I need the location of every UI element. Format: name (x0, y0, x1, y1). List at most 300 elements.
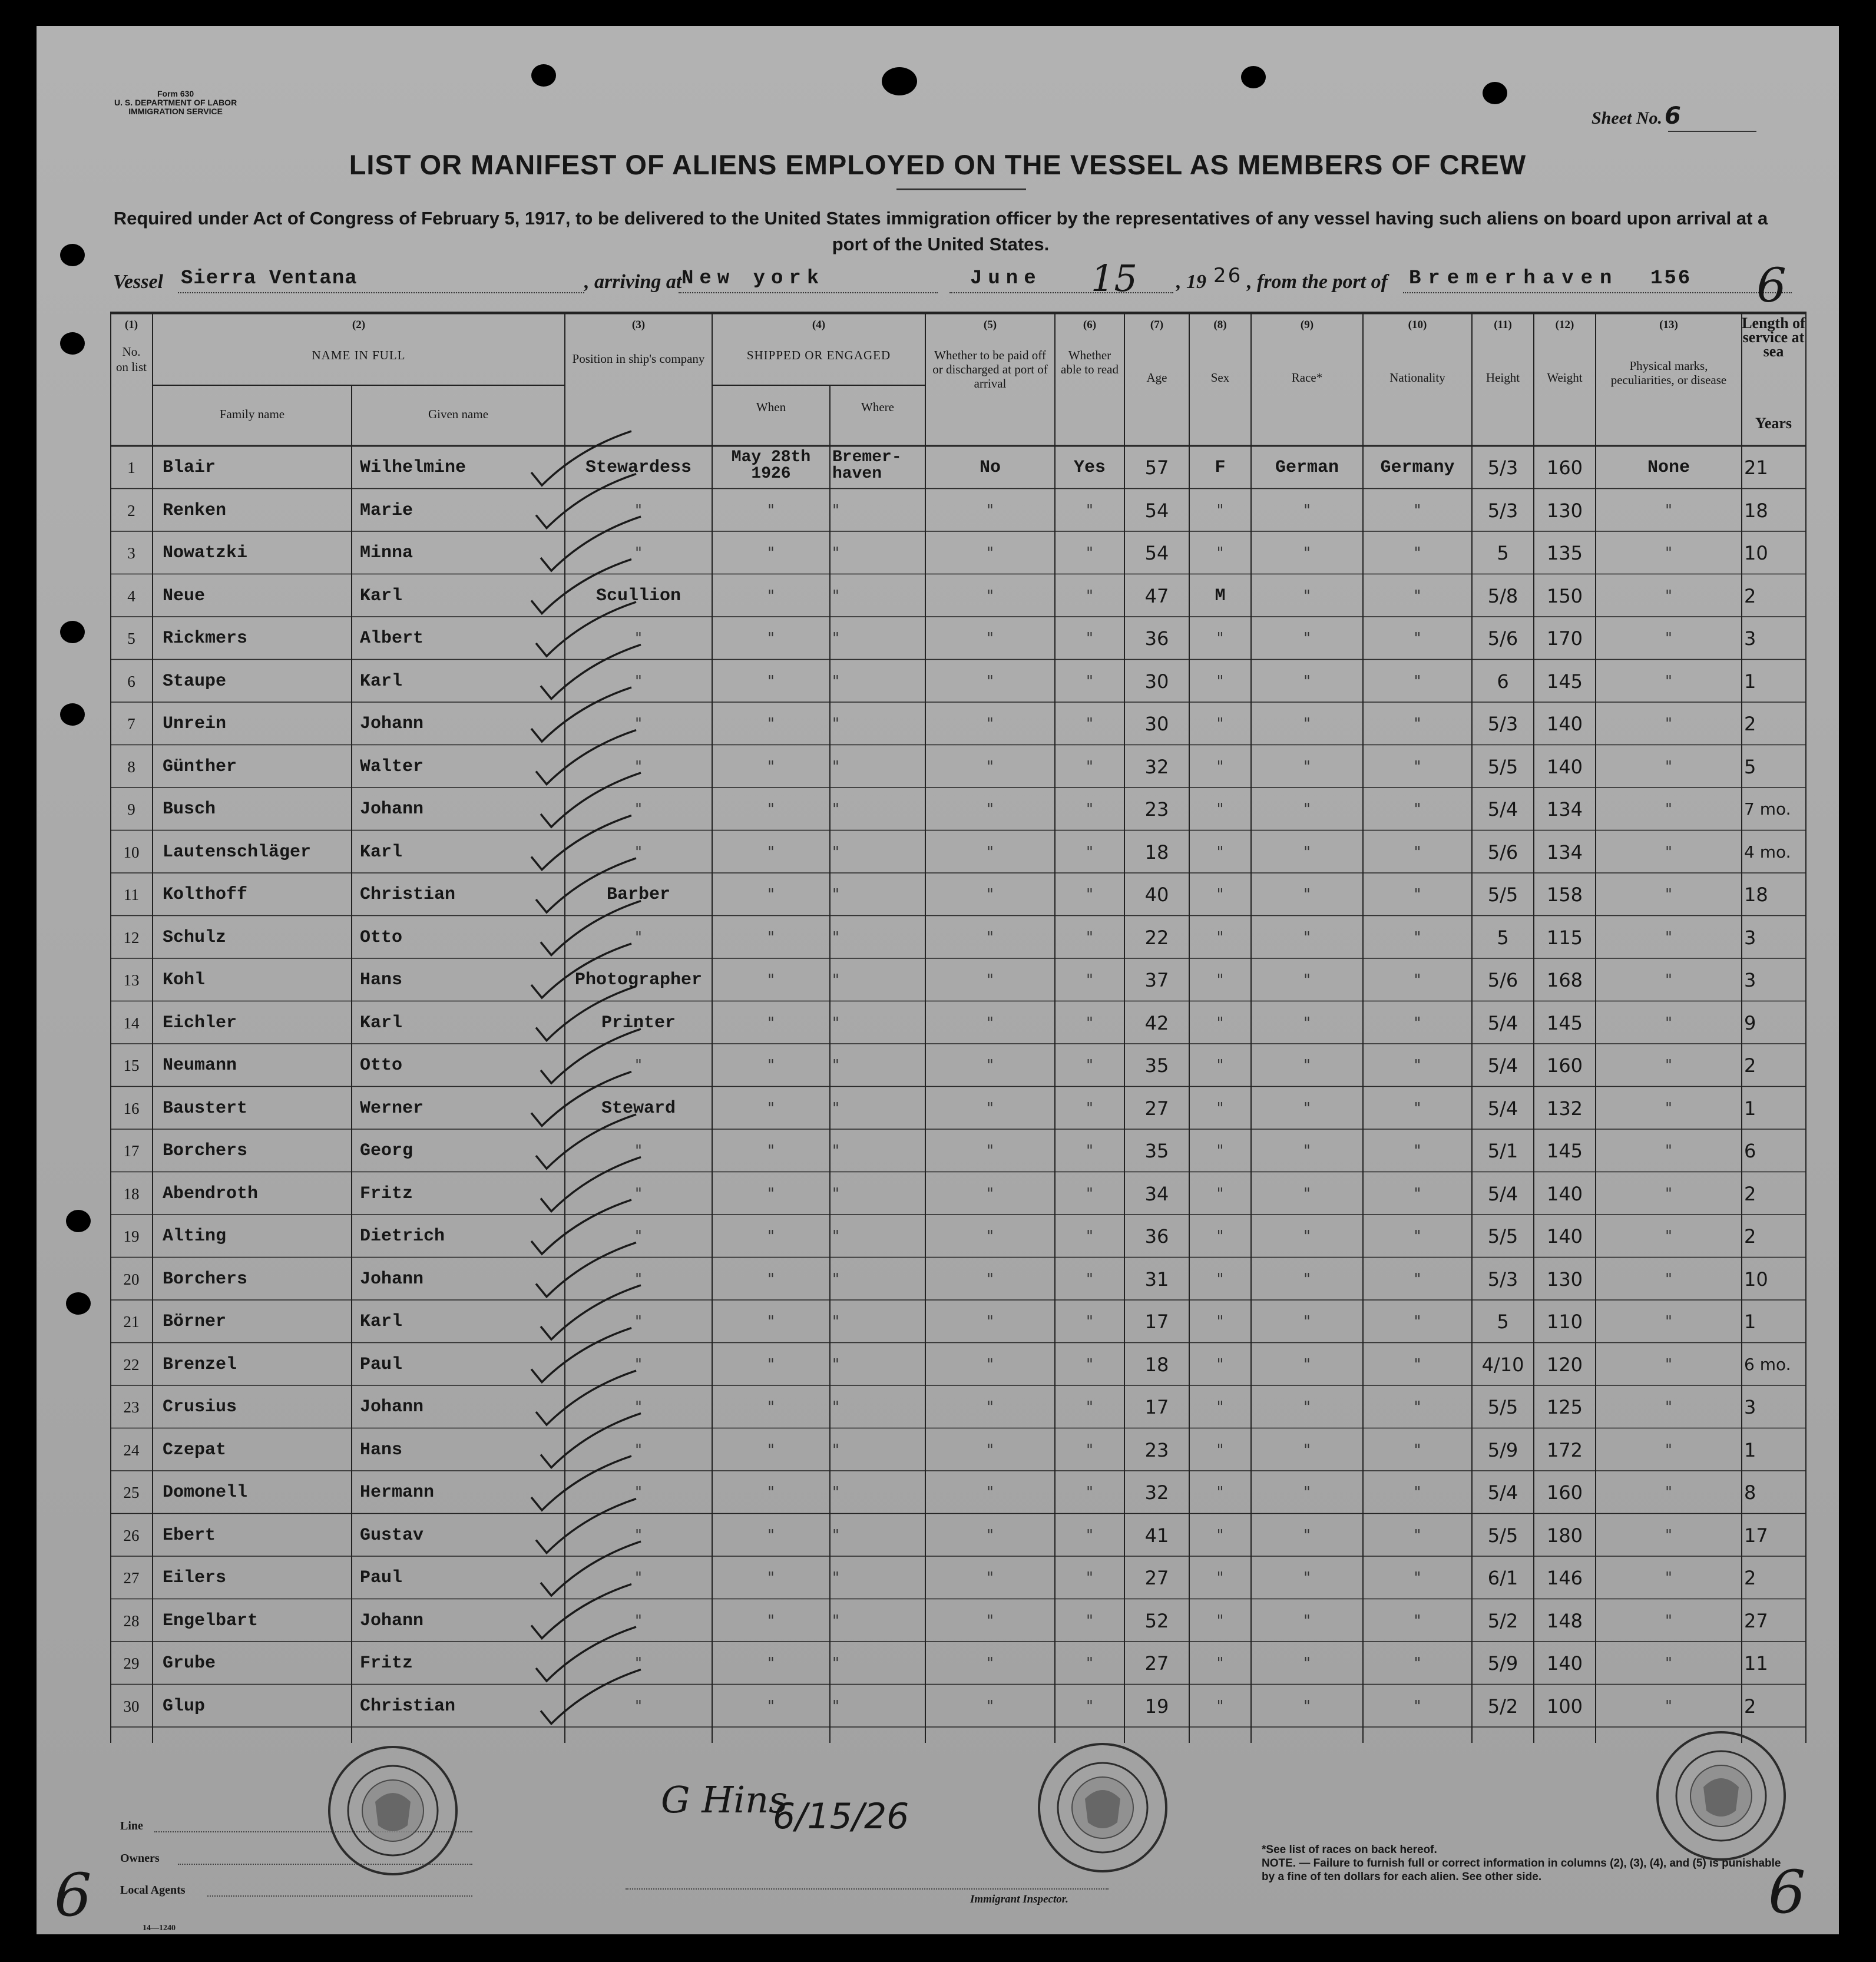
cell-race: " (1303, 1569, 1311, 1587)
cell-given: Paul (360, 1354, 403, 1375)
cell-weight: 145 (1546, 1011, 1583, 1034)
cell-physical: " (1665, 1355, 1672, 1374)
cell-where: " (832, 1355, 839, 1374)
cell-physical: " (1665, 1398, 1672, 1416)
cell-paid-off: " (987, 1313, 994, 1331)
cell-nationality: " (1414, 1228, 1421, 1245)
cell-paid-off: " (987, 1270, 994, 1288)
cell-no: 17 (123, 1142, 140, 1160)
sheet-number-value: 6 (1665, 102, 1681, 130)
cell-physical: " (1665, 501, 1672, 520)
cell-service: 2 (1744, 1567, 1756, 1589)
cell-sex: " (1216, 1185, 1224, 1203)
cell-no: 9 (127, 800, 135, 818)
cell-family: Renken (163, 500, 227, 521)
departure-port: Bremerhaven (1409, 267, 1619, 290)
cell-when: " (767, 1398, 775, 1416)
cell-family: Lautenschläger (163, 842, 312, 862)
cell-race: " (1303, 587, 1311, 605)
col-header-paid-off: Whether to be paid off or discharged at port of arrival (932, 348, 1048, 391)
cell-given: Fritz (360, 1653, 413, 1673)
col-num-9: (9) (1300, 319, 1314, 331)
cell-when: " (767, 886, 775, 904)
cell-nationality: " (1414, 1526, 1421, 1544)
cell-height: 5/4 (1487, 1011, 1518, 1034)
cell-age: 54 (1144, 499, 1169, 522)
cell-height: 5/4 (1487, 1182, 1518, 1205)
cell-read: " (1086, 928, 1093, 947)
handwritten-mark: 6 (1756, 258, 1786, 313)
cell-no: 15 (123, 1057, 140, 1074)
cell-physical: " (1665, 1441, 1672, 1459)
cell-where: " (832, 1697, 839, 1715)
cell-read: " (1086, 1313, 1093, 1331)
cell-physical: " (1665, 587, 1672, 605)
cell-given: Minna (360, 543, 413, 563)
cell-weight: 130 (1546, 1268, 1583, 1291)
cell-position: Stewardess (585, 458, 692, 478)
cell-height: 5/9 (1487, 1438, 1518, 1461)
cell-no: 27 (123, 1569, 140, 1587)
cell-paid-off: " (987, 587, 994, 605)
cell-where: " (832, 1441, 839, 1459)
cell-age: 34 (1144, 1182, 1169, 1205)
cell-weight: 115 (1546, 926, 1583, 949)
cell-height: 5/5 (1487, 1524, 1518, 1547)
cell-given: Wilhelmine (360, 458, 466, 478)
cell-height: 6 (1497, 670, 1509, 693)
cell-weight: 125 (1546, 1396, 1583, 1418)
cell-paid-off: " (987, 1526, 994, 1544)
cell-age: 27 (1144, 1567, 1169, 1589)
arrival-port: New york (681, 267, 825, 290)
cell-position: " (635, 1655, 642, 1672)
cell-nationality: " (1414, 715, 1421, 733)
cell-race: " (1303, 843, 1311, 861)
cell-read: " (1086, 1355, 1093, 1374)
cell-age: 17 (1144, 1396, 1169, 1418)
cell-physical: " (1665, 1313, 1672, 1331)
cell-height: 5/5 (1487, 884, 1518, 906)
cell-when: " (767, 1014, 775, 1032)
cell-height: 4/10 (1481, 1353, 1524, 1376)
cell-race: " (1303, 971, 1311, 989)
cell-nationality: " (1414, 672, 1421, 690)
cell-nationality: " (1414, 757, 1421, 776)
cell-age: 17 (1144, 1311, 1169, 1333)
cell-weight: 134 (1546, 798, 1583, 820)
punch-hole (1483, 82, 1507, 104)
cell-height: 5/6 (1487, 627, 1518, 650)
corner-mark-right: 6 (1768, 1858, 1806, 1927)
cell-nationality: " (1414, 1142, 1421, 1160)
cell-nationality: " (1414, 1569, 1421, 1587)
cell-nationality: " (1414, 1484, 1421, 1501)
cell-sex: " (1216, 672, 1224, 690)
signature: G Hins (661, 1778, 788, 1821)
cell-weight: 110 (1546, 1311, 1583, 1333)
cell-age: 37 (1144, 969, 1169, 991)
cell-weight: 168 (1546, 969, 1583, 991)
cell-physical: " (1665, 757, 1672, 776)
cell-position: " (635, 1697, 642, 1715)
cell-where: Bremer- haven (832, 448, 902, 483)
form-number: Form 630 (157, 89, 194, 98)
cell-where: " (832, 1142, 839, 1160)
cell-age: 23 (1144, 1438, 1169, 1461)
cell-sex: " (1216, 1484, 1224, 1501)
cell-paid-off: " (987, 1057, 994, 1074)
cell-physical: " (1665, 843, 1672, 861)
cell-height: 5/4 (1487, 1481, 1518, 1504)
cell-race: " (1303, 1313, 1311, 1331)
cell-when: " (767, 1484, 775, 1501)
cell-read: " (1086, 1697, 1093, 1715)
cell-given: Johann (360, 714, 424, 734)
cell-weight: 146 (1546, 1567, 1583, 1589)
cell-position: " (635, 544, 642, 562)
cell-service: 1 (1744, 670, 1756, 693)
cell-paid-off: " (987, 1398, 994, 1416)
cell-age: 36 (1144, 627, 1169, 650)
cell-paid-off: " (987, 1569, 994, 1587)
cell-physical: " (1665, 1014, 1672, 1032)
cell-read: " (1086, 1014, 1093, 1032)
cell-age: 35 (1144, 1054, 1169, 1077)
cell-no: 16 (123, 1099, 140, 1117)
cell-where: " (832, 1014, 839, 1032)
cell-where: " (832, 843, 839, 861)
col-header-length-service: Length of service at sea (1742, 315, 1805, 360)
cell-paid-off: " (987, 1228, 994, 1245)
cell-read: " (1086, 587, 1093, 605)
col-num-1: (1) (124, 319, 138, 331)
cell-when: " (767, 843, 775, 861)
cell-nationality: " (1414, 886, 1421, 904)
cell-paid-off: " (987, 1142, 994, 1160)
sheet-number (1592, 102, 1681, 130)
cell-physical: " (1665, 1057, 1672, 1074)
signature-date: 6/15/26 (773, 1796, 909, 1837)
cell-nationality: " (1414, 971, 1421, 989)
vessel-name: Sierra Ventana (181, 267, 358, 290)
cell-physical: " (1665, 1526, 1672, 1544)
cell-sex: " (1216, 1612, 1224, 1630)
cell-paid-off: " (987, 1697, 994, 1715)
from-label: , from the port of (1247, 271, 1388, 293)
cell-sex: " (1216, 630, 1224, 647)
cell-height: 5/3 (1487, 456, 1518, 479)
cell-when: " (767, 800, 775, 818)
col-header-race: Race* (1291, 370, 1323, 385)
cell-read: " (1086, 757, 1093, 776)
cell-height: 5/5 (1487, 1396, 1518, 1418)
punch-hole (60, 703, 85, 726)
cell-race: " (1303, 1355, 1311, 1374)
cell-no: 19 (123, 1228, 140, 1245)
cell-height: 5/1 (1487, 1140, 1518, 1162)
cell-nationality: " (1414, 1313, 1421, 1331)
cell-when: " (767, 971, 775, 989)
cell-paid-off: " (987, 886, 994, 904)
cell-age: 27 (1144, 1097, 1169, 1120)
cell-position: " (635, 715, 642, 733)
punch-hole (60, 332, 85, 355)
cell-where: " (832, 630, 839, 647)
cell-nationality: " (1414, 1057, 1421, 1074)
cell-age: 27 (1144, 1652, 1169, 1675)
vessel-underline (178, 292, 584, 293)
cell-age: 31 (1144, 1268, 1169, 1291)
cell-race: " (1303, 672, 1311, 690)
cell-when: May 28th 1926 (731, 448, 811, 483)
cell-read: " (1086, 1526, 1093, 1544)
cell-sex: " (1216, 1398, 1224, 1416)
cell-family: Busch (163, 799, 216, 819)
cell-paid-off: " (987, 630, 994, 647)
cell-given: Karl (360, 585, 403, 606)
cell-race: " (1303, 1612, 1311, 1630)
cell-physical: " (1665, 800, 1672, 818)
cell-when: " (767, 1057, 775, 1074)
cell-age: 40 (1144, 884, 1169, 906)
cell-family: Unrein (163, 714, 227, 734)
cell-given: Werner (360, 1098, 424, 1119)
cell-service: 2 (1744, 1695, 1756, 1718)
cell-read: " (1086, 672, 1093, 690)
cell-where: " (832, 715, 839, 733)
cell-where: " (832, 1398, 839, 1416)
cell-sex: " (1216, 757, 1224, 776)
cell-family: Nowatzki (163, 543, 248, 563)
cell-weight: 170 (1546, 627, 1583, 650)
cell-race: " (1303, 1185, 1311, 1203)
cell-service: 3 (1744, 926, 1756, 949)
cell-age: 32 (1144, 755, 1169, 778)
cell-where: " (832, 800, 839, 818)
cell-physical: " (1665, 715, 1672, 733)
col-header-given-name: Given name (428, 407, 489, 421)
cell-sex: " (1216, 1270, 1224, 1288)
cell-given: Johann (360, 1610, 424, 1631)
cell-no: 1 (127, 459, 135, 477)
cell-family: Neue (163, 585, 206, 606)
col-num-4: (4) (812, 319, 826, 331)
cell-family: Neumann (163, 1056, 237, 1076)
cell-age: 54 (1144, 542, 1169, 564)
cell-weight: 160 (1546, 456, 1583, 479)
cell-no: 8 (127, 757, 135, 776)
cell-sex: " (1216, 1697, 1224, 1715)
cell-paid-off: " (987, 501, 994, 520)
cell-service: 3 (1744, 1396, 1756, 1418)
cell-no: 24 (123, 1441, 140, 1459)
cell-position: " (635, 1270, 642, 1288)
inspector-label: Immigrant Inspector. (970, 1893, 1068, 1905)
cell-no: 6 (127, 672, 135, 690)
cell-height: 6/1 (1487, 1567, 1518, 1589)
cell-no: 10 (123, 843, 140, 861)
cell-no: 26 (123, 1526, 140, 1544)
cell-where: " (832, 757, 839, 776)
cell-height: 5/5 (1487, 1225, 1518, 1248)
cell-sex: " (1216, 1057, 1224, 1074)
cell-race: " (1303, 1655, 1311, 1672)
cell-given: Fritz (360, 1183, 413, 1204)
cell-position: " (635, 1526, 642, 1544)
cell-height: 5/2 (1487, 1609, 1518, 1632)
cell-physical: " (1665, 1655, 1672, 1672)
col-num-7: (7) (1150, 319, 1164, 331)
cell-sex: " (1216, 843, 1224, 861)
cell-physical: " (1665, 544, 1672, 562)
cell-age: 30 (1144, 713, 1169, 735)
cell-when: " (767, 501, 775, 520)
cell-position: Steward (601, 1098, 676, 1119)
cell-no: 23 (123, 1398, 140, 1416)
cell-family: Staupe (163, 671, 227, 692)
cell-weight: 135 (1546, 542, 1583, 564)
cell-sex: " (1216, 1441, 1224, 1459)
cell-service: 18 (1744, 499, 1768, 522)
cell-physical: None (1647, 458, 1690, 478)
cell-where: " (832, 1612, 839, 1630)
cell-given: Albert (360, 628, 424, 649)
cell-weight: 158 (1546, 884, 1583, 906)
cell-age: 42 (1144, 1011, 1169, 1034)
manifest-sheet (37, 26, 1839, 1934)
col-header-where: Where (861, 400, 894, 414)
cell-physical: " (1665, 971, 1672, 989)
cell-sex: " (1216, 1014, 1224, 1032)
cell-age: 41 (1144, 1524, 1169, 1547)
cell-when: " (767, 630, 775, 647)
cell-age: 47 (1144, 584, 1169, 607)
cell-height: 5/5 (1487, 755, 1518, 778)
cell-no: 4 (127, 587, 135, 605)
cell-family: Ebert (163, 1525, 216, 1546)
cell-no: 14 (123, 1014, 140, 1032)
cell-when: " (767, 1697, 775, 1715)
col-header-age: Age (1146, 370, 1167, 385)
cell-when: " (767, 1655, 775, 1672)
cell-read: " (1086, 1099, 1093, 1117)
cell-family: Eilers (163, 1568, 227, 1588)
cell-when: " (767, 1185, 775, 1203)
cell-read: " (1086, 1398, 1093, 1416)
cell-position: " (635, 1057, 642, 1074)
cell-race: " (1303, 1526, 1311, 1544)
cell-paid-off: " (987, 1185, 994, 1203)
cell-nationality: " (1414, 587, 1421, 605)
cell-where: " (832, 1526, 839, 1544)
cell-position: " (635, 757, 642, 776)
cell-nationality: " (1414, 544, 1421, 562)
cell-no: 21 (123, 1313, 140, 1331)
cell-no: 25 (123, 1484, 140, 1501)
cell-paid-off: " (987, 1099, 994, 1117)
cell-where: " (832, 1057, 839, 1074)
cell-position: " (635, 1185, 642, 1203)
cell-no: 2 (127, 501, 135, 520)
cell-paid-off: " (987, 1655, 994, 1672)
cell-family: Baustert (163, 1098, 248, 1119)
cell-age: 52 (1144, 1609, 1169, 1632)
col-num-3: (3) (631, 319, 646, 331)
cell-given: Karl (360, 671, 403, 692)
col-header-when: When (756, 400, 786, 414)
punch-hole (66, 1292, 91, 1315)
cell-race: " (1303, 757, 1311, 776)
cell-read: " (1086, 1441, 1093, 1459)
cell-when: " (767, 928, 775, 947)
cell-service: 2 (1744, 1225, 1756, 1248)
page-title: LIST OR MANIFEST OF ALIENS EMPLOYED ON THE VESSEL AS MEMBERS OF CREW (349, 149, 1527, 180)
cell-race: " (1303, 928, 1311, 947)
punch-hole (531, 64, 556, 87)
cell-nationality: Germany (1380, 458, 1455, 478)
cell-race: " (1303, 501, 1311, 520)
punch-hole (60, 621, 85, 643)
cell-service: 11 (1744, 1652, 1768, 1675)
cell-position: " (635, 1398, 642, 1416)
punch-hole (1241, 66, 1266, 88)
cell-when: " (767, 1142, 775, 1160)
cell-family: Rickmers (163, 628, 248, 649)
cell-no: 12 (123, 928, 140, 947)
cell-race: " (1303, 1014, 1311, 1032)
cell-service: 18 (1744, 884, 1768, 906)
cell-physical: " (1665, 1228, 1672, 1245)
cell-where: " (832, 1228, 839, 1245)
cell-sex: " (1216, 715, 1224, 733)
cell-family: Günther (163, 756, 237, 777)
cell-paid-off: " (987, 843, 994, 861)
cell-given: Johann (360, 1397, 424, 1417)
arriving-label: , arriving at (584, 271, 682, 293)
cell-paid-off: " (987, 971, 994, 989)
cell-when: " (767, 1526, 775, 1544)
cell-read: " (1086, 1228, 1093, 1245)
cell-position: " (635, 800, 642, 818)
cell-service: 2 (1744, 1054, 1756, 1077)
cell-where: " (832, 587, 839, 605)
cell-given: Paul (360, 1568, 403, 1588)
cell-height: 5 (1497, 542, 1509, 564)
arrival-day: 15 (1091, 257, 1137, 300)
cell-family: Börner (163, 1312, 227, 1332)
consulate-seal (1035, 1740, 1170, 1875)
col-header-years: Years (1755, 415, 1792, 432)
cell-where: " (832, 886, 839, 904)
cell-family: Engelbart (163, 1610, 259, 1631)
cell-read: " (1086, 1484, 1093, 1501)
arrival-month: June (970, 267, 1042, 290)
cell-age: 19 (1144, 1695, 1169, 1718)
cell-nationality: " (1414, 1655, 1421, 1672)
cell-given: Otto (360, 927, 403, 948)
col-header-name-in-full: NAME IN FULL (312, 348, 406, 362)
cell-no: 11 (124, 886, 139, 904)
cell-given: Karl (360, 1312, 403, 1332)
col-num-6: (6) (1083, 319, 1097, 331)
cell-service: 1 (1744, 1311, 1756, 1333)
cell-family: Schulz (163, 927, 227, 948)
cell-read: " (1086, 1185, 1093, 1203)
cell-nationality: " (1414, 928, 1421, 947)
col-num-2: (2) (352, 319, 366, 331)
col-num-10: (10) (1408, 319, 1427, 331)
